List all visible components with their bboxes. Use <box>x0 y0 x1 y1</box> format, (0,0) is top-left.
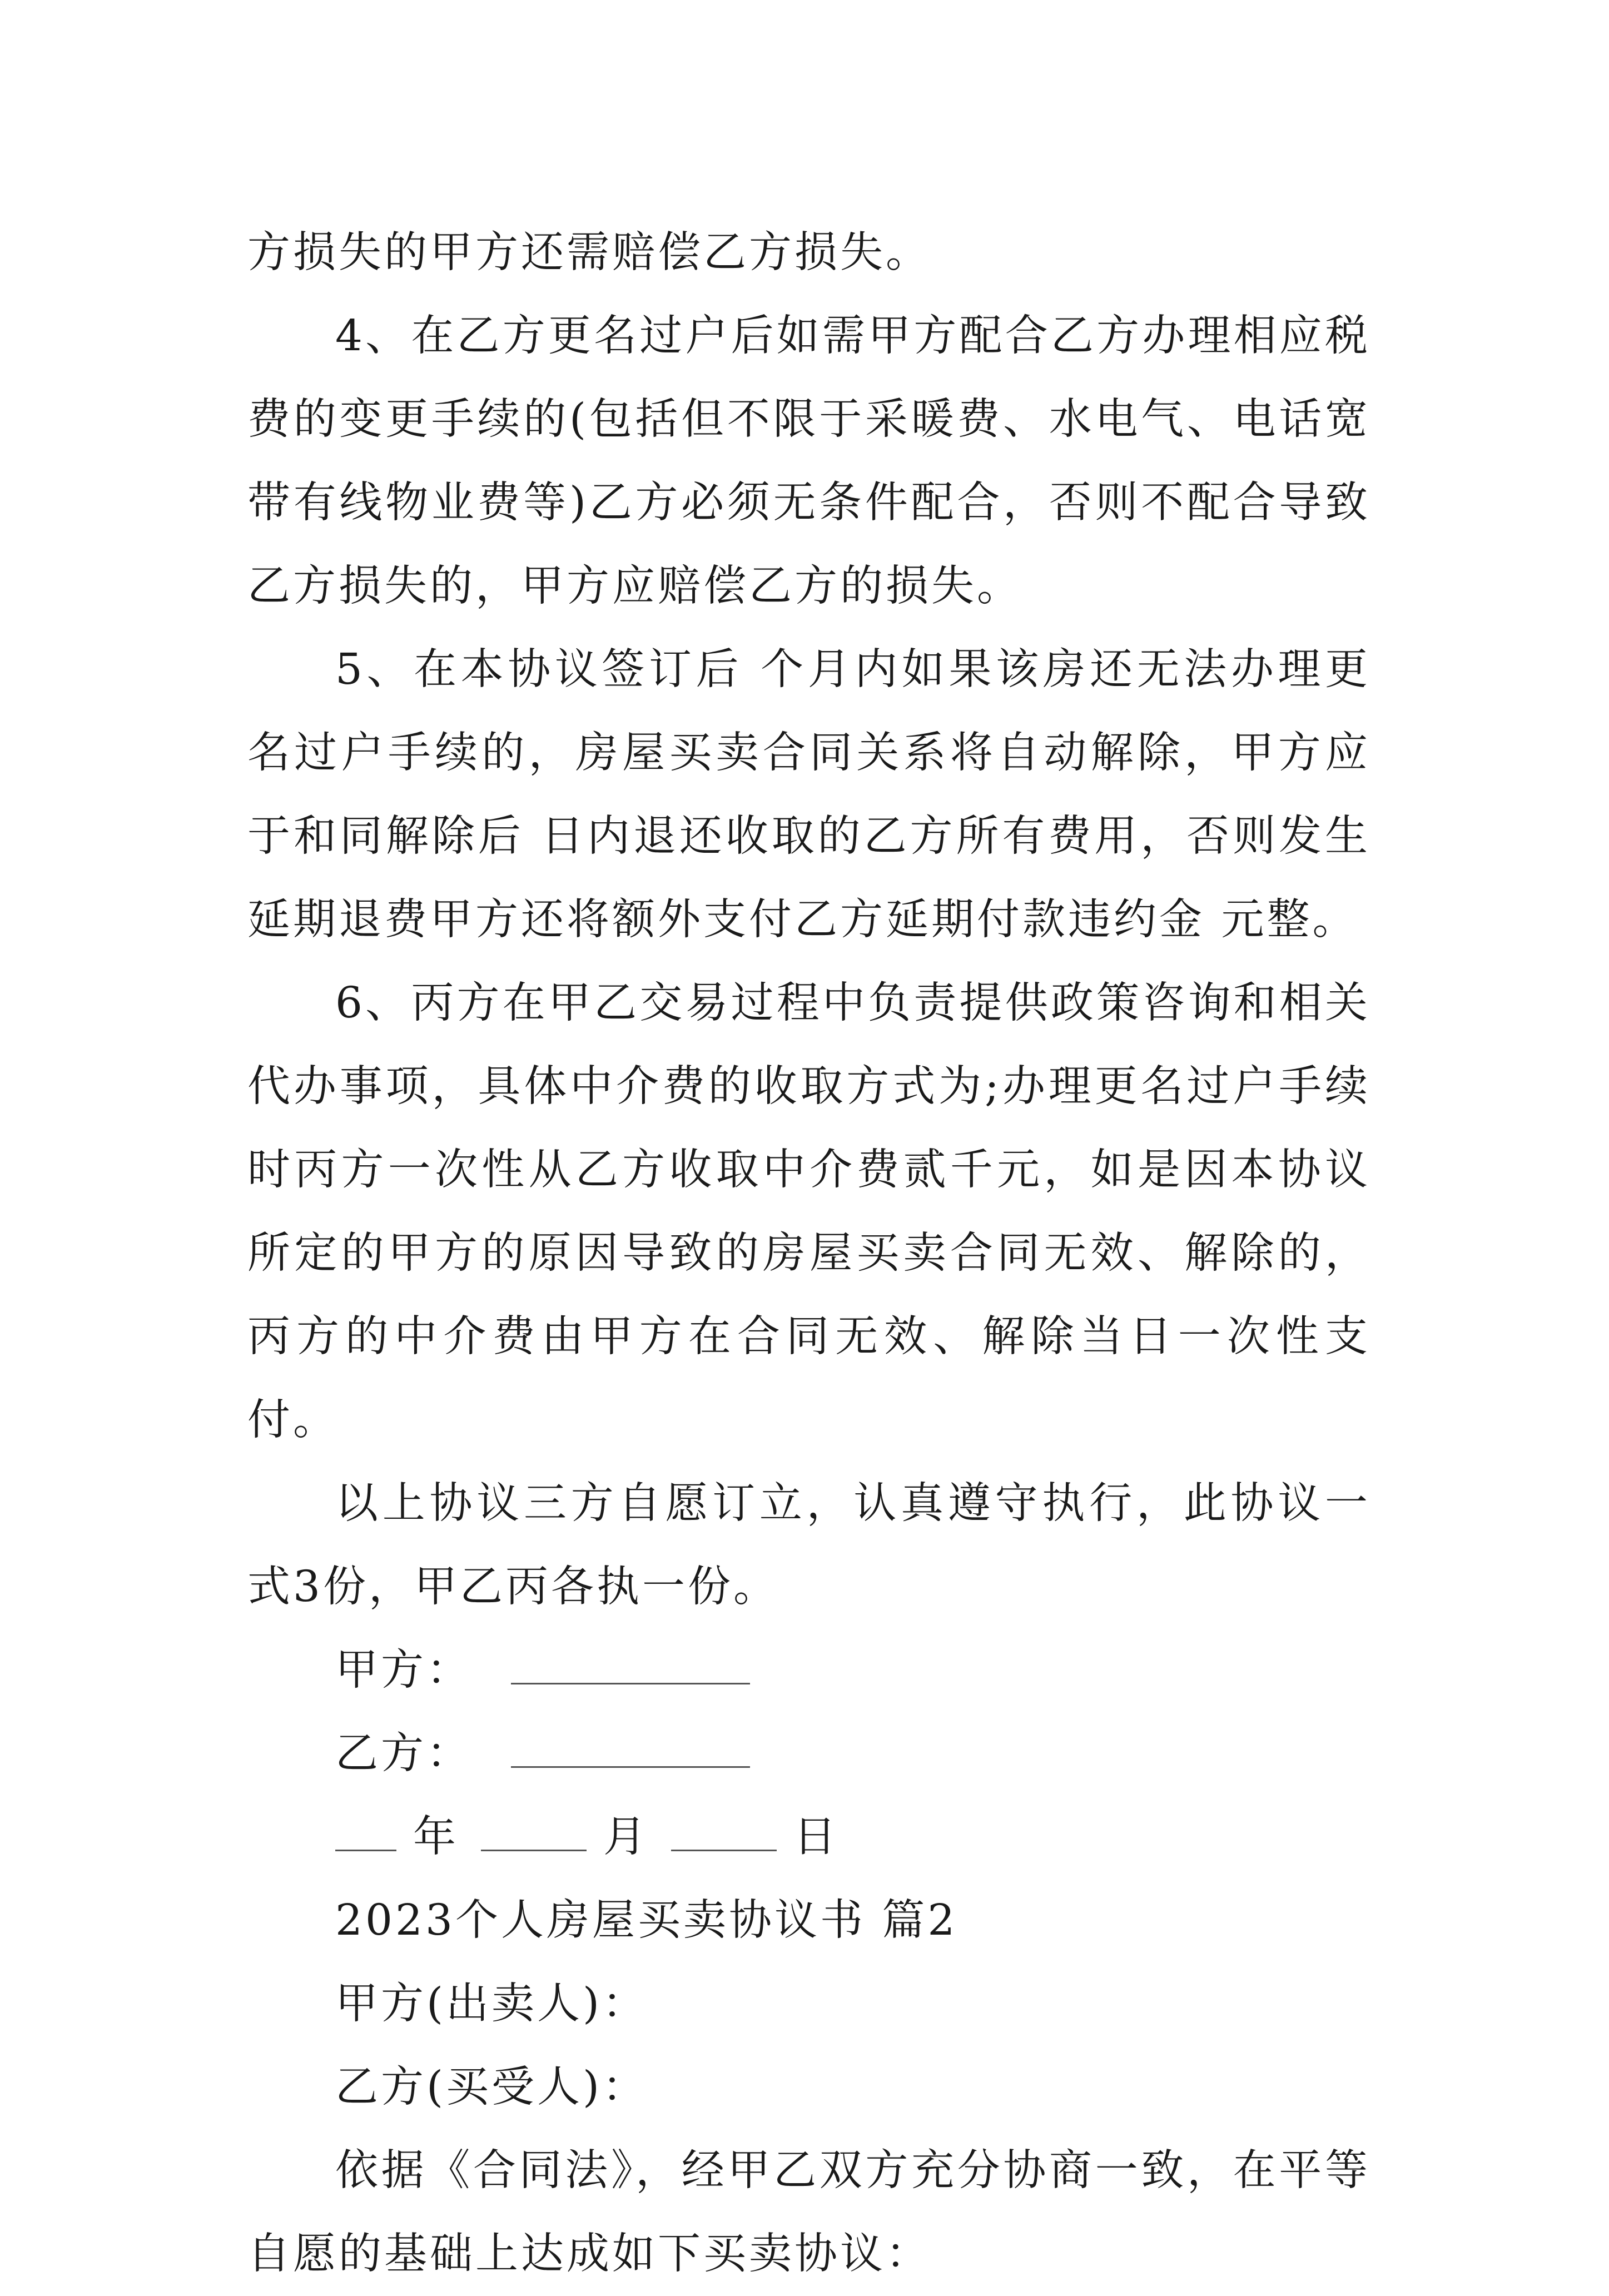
buyer-line: 乙方(买受人)： <box>335 2063 648 2112</box>
day-blank <box>671 1838 777 1851</box>
paragraph-continuation: 方损失的甲方还需赔偿乙方损失。 <box>247 228 931 277</box>
date-line <box>247 1796 1370 1879</box>
document-page <box>247 211 1370 2296</box>
party-a-label: 甲方： <box>335 1646 472 1695</box>
year-label: 年 <box>413 1812 459 1862</box>
party-b-signature-line <box>247 1712 1370 1796</box>
party-a-signature-blank <box>511 1672 750 1684</box>
party-a-signature-line <box>247 1629 1370 1712</box>
party-b-label: 乙方： <box>335 1729 472 1778</box>
clause-6: 6、丙方在甲乙交易过程中负责提供政策咨询和相关代办事项，具体中介费的收取方式为;办理更名过户手续时丙方一次性从乙方收取中介费贰千元，如是因本协议所定的甲方的原因导致的房屋买卖合同无效、解除的，丙方的中介费由甲方在合同无效、解除当日一次性支付。 <box>247 978 1370 1445</box>
year-blank <box>335 1838 396 1851</box>
day-label: 日 <box>793 1812 839 1862</box>
clause-4: 4、在乙方更名过户后如需甲方配合乙方办理相应税费的变更手续的(包括但不限于采暖费、水电气、电话宽带有线物业费等)乙方必须无条件配合，否则不配合导致乙方损失的，甲方应赔偿乙方的损失。 <box>247 311 1370 611</box>
agreement-intro: 依据《合同法》，经甲乙双方充分协商一致，在平等自愿的基础上达成如下买卖协议： <box>247 2146 1370 2279</box>
clause-5: 5、在本协议签订后 个月内如果该房还无法办理更名过户手续的，房屋买卖合同关系将自动解除，甲方应于和同解除后 日内退还收取的乙方所有费用，否则发生延期退费甲方还将额外支付乙方延期付款违约金 元整。 <box>247 645 1370 945</box>
seller-line: 甲方(出卖人)： <box>335 1979 648 2029</box>
closing-paragraph: 以上协议三方自愿订立，认真遵守执行，此协议一式3份，甲乙丙各执一份。 <box>247 1479 1370 1612</box>
section-2-title: 2023个人房屋买卖协议书 篇2 <box>335 1896 958 1945</box>
month-blank <box>481 1838 587 1851</box>
month-label: 月 <box>603 1812 649 1862</box>
party-b-signature-blank <box>511 1755 750 1768</box>
